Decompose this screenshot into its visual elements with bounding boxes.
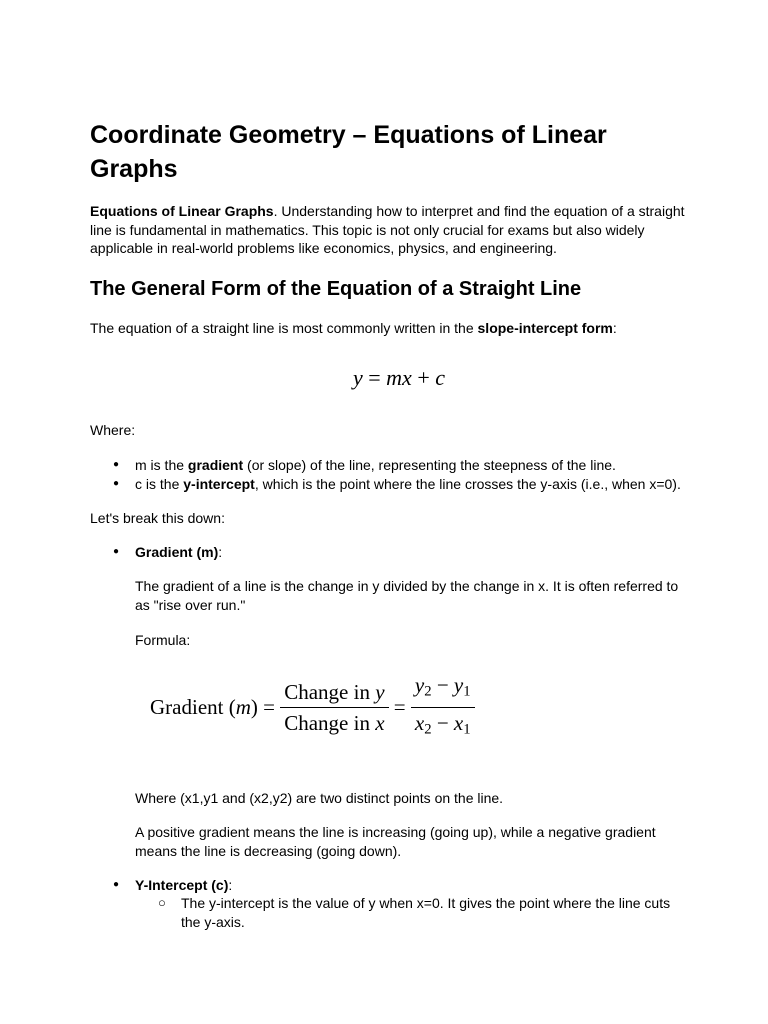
formula-label: Formula: (135, 632, 191, 648)
formula-num-text: Change in (284, 679, 376, 704)
bullet-icon: ● (113, 879, 120, 890)
intercept-heading-bold: Y-Intercept (c) (135, 877, 229, 893)
intercept-heading-end: : (228, 877, 233, 893)
gradient-heading-end: : (218, 544, 223, 560)
y2-var: y (414, 673, 425, 697)
eq-y: y (352, 365, 363, 390)
eq-plus: + (411, 365, 436, 390)
sign-note: A positive gradient means the line is increasing (going up), while a negative gradient means the line is decreasing (going down). (135, 824, 656, 859)
formula-lhs-end: ) = (250, 695, 281, 720)
intro-paragraph (90, 202, 690, 258)
y2-sub: 2 (424, 683, 432, 700)
gradient-heading (135, 543, 222, 562)
points-note: Where (x1,y1 and (x2,y2) are two distinct points on the line. (135, 790, 504, 806)
y1-var: y (453, 673, 464, 697)
where-item-text: c is the (135, 476, 184, 492)
x2-sub: 2 (424, 721, 432, 738)
formula-den-text: Change in (284, 710, 376, 735)
formula-den-var: x (375, 710, 385, 735)
intro-text: . Understanding how to interpret and find the equation of a straight line is fundamental in mathematics. This topic is not only crucial for exams but also widely applicable in real-world problems like economics, physics, and engineering. (90, 203, 685, 256)
where-item-text: (or slope) of the line, representing the steepness of the line. (243, 457, 616, 473)
where-item-text: m is the (135, 457, 188, 473)
section-heading: The General Form of the Equation of a Straight Line (90, 278, 582, 300)
where-label: Where: (90, 422, 136, 438)
x1-sub: 1 (463, 721, 471, 738)
form-intro-paragraph (90, 319, 690, 338)
gradient-heading-bold: Gradient (m) (135, 544, 219, 560)
where-item-bold: y-intercept (183, 476, 255, 492)
gradient-formula (150, 672, 475, 742)
form-intro-end: : (612, 320, 617, 336)
eq-mx: mx (386, 365, 412, 390)
circle-bullet-icon: ○ (158, 895, 166, 910)
eq-c: c (435, 365, 446, 390)
eq-equals: = (362, 365, 387, 390)
gradient-description: The gradient of a line is the change in y divided by the change in x. It is often referred to as "rise over run." (135, 578, 679, 613)
formula-numerator-points (411, 672, 475, 708)
where-item-text: , which is the point where the line crosses the y-axis (i.e., when x=0). (254, 476, 681, 492)
where-item-bold: gradient (187, 457, 244, 473)
bullet-icon: ● (113, 459, 120, 470)
formula-denominator-points (411, 708, 475, 743)
formula-lhs: Gradient ( (150, 695, 236, 720)
form-intro-bold: slope-intercept form (477, 320, 613, 336)
page-title: Coordinate Geometry – Equations of Linear Graphs (90, 121, 607, 183)
intro-bold: Equations of Linear Graphs (90, 203, 274, 219)
slope-intercept-equation (90, 365, 708, 391)
minus-sign: − (431, 710, 454, 735)
y1-sub: 1 (463, 683, 471, 700)
formula-equals: = (388, 695, 411, 720)
formula-fraction-words (280, 679, 388, 736)
formula-lhs-var: m (235, 695, 251, 720)
intercept-heading (135, 876, 232, 895)
bullet-icon: ● (113, 478, 120, 489)
intercept-sub-item: The y-intercept is the value of y when x=0. It gives the point where the line cuts the y-axis. (181, 895, 671, 930)
bullet-icon: ● (113, 546, 120, 557)
minus-sign: − (431, 673, 454, 697)
formula-numerator (280, 679, 388, 708)
form-intro-text: The equation of a straight line is most commonly written in the (90, 320, 478, 336)
formula-denominator (280, 708, 388, 736)
x2-var: x (414, 710, 425, 735)
formula-fraction-points (411, 672, 475, 742)
where-item-intercept (135, 475, 735, 494)
formula-num-var: y (375, 679, 385, 704)
x1-var: x (453, 710, 464, 735)
where-item-gradient (135, 456, 725, 475)
breakdown-label: Let's break this down: (90, 510, 225, 526)
